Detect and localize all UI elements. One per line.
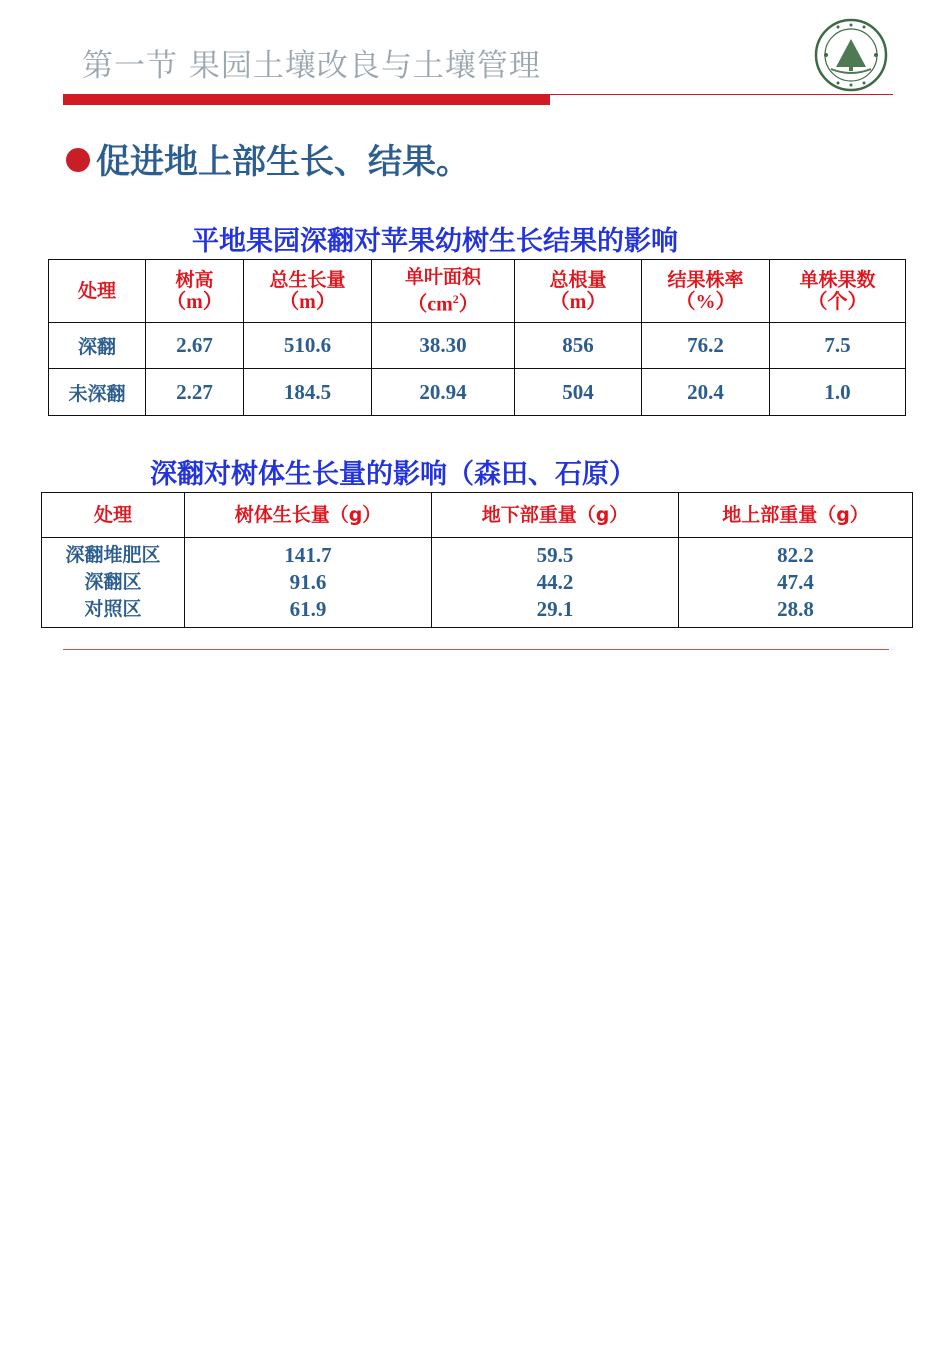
table-cell: 184.5 (244, 369, 372, 416)
header-rule-thin (550, 94, 893, 95)
row-label: 深翻 (49, 323, 146, 369)
table-cell: 20.4 (642, 369, 770, 416)
table-cell: 2.27 (146, 369, 244, 416)
table2-header-row (42, 493, 913, 538)
table-cell: 141.7 91.6 61.9 (185, 538, 432, 628)
table-row (49, 369, 906, 416)
bullet-text: 促进地上部生长、结果。 (96, 142, 470, 182)
table-cell: 76.2 (642, 323, 770, 369)
table1-header-cell: 总根量 （m） (515, 260, 642, 323)
table1-header-cell: 总生长量 （m） (244, 260, 372, 323)
table1-header-row (49, 260, 906, 323)
table-cell: 59.5 44.2 29.1 (432, 538, 679, 628)
table-cell: 7.5 (770, 323, 906, 369)
table2-header-cell: 地上部重量（g） (679, 493, 913, 538)
table1-header-cell: 单叶面积 $(cm^2)$ (372, 260, 515, 323)
table1-header-cell: 处理 (49, 260, 146, 323)
university-logo (806, 17, 896, 93)
table1-header-cell: 单株果数 （个） (770, 260, 906, 323)
table-cell: 2.67 (146, 323, 244, 369)
table1-header-cell: 树高 （m） (146, 260, 244, 323)
table2 (41, 492, 913, 628)
table2-header-cell: 树体生长量（g） (185, 493, 432, 538)
page-title: 第一节 果园土壤改良与土壤管理 (82, 48, 541, 84)
table-cell: 510.6 (244, 323, 372, 369)
table-cell: 20.94 (372, 369, 515, 416)
footer-rule (63, 649, 889, 650)
table2-header-cell: 处理 (42, 493, 185, 538)
table1 (48, 259, 906, 416)
table-cell: 82.2 47.4 28.8 (679, 538, 913, 628)
bullet-dot-icon (66, 148, 90, 172)
table1-header-cell: 结果株率 （%） (642, 260, 770, 323)
table-cell: 38.30 (372, 323, 515, 369)
table-cell: 1.0 (770, 369, 906, 416)
row-labels: 深翻堆肥区 深翻区 对照区 (42, 538, 185, 628)
header-rule-thick (63, 94, 550, 105)
table-row (49, 323, 906, 369)
table2-header-cell: 地下部重量（g） (432, 493, 679, 538)
table-row (42, 538, 913, 628)
row-label: 未深翻 (49, 369, 146, 416)
bullet-point (66, 134, 470, 183)
table1-title: 平地果园深翻对苹果幼树生长结果的影响 (192, 226, 678, 257)
table2-title: 深翻对树体生长量的影响（森田、石原） (150, 459, 636, 490)
table-cell: 856 (515, 323, 642, 369)
table-cell: 504 (515, 369, 642, 416)
